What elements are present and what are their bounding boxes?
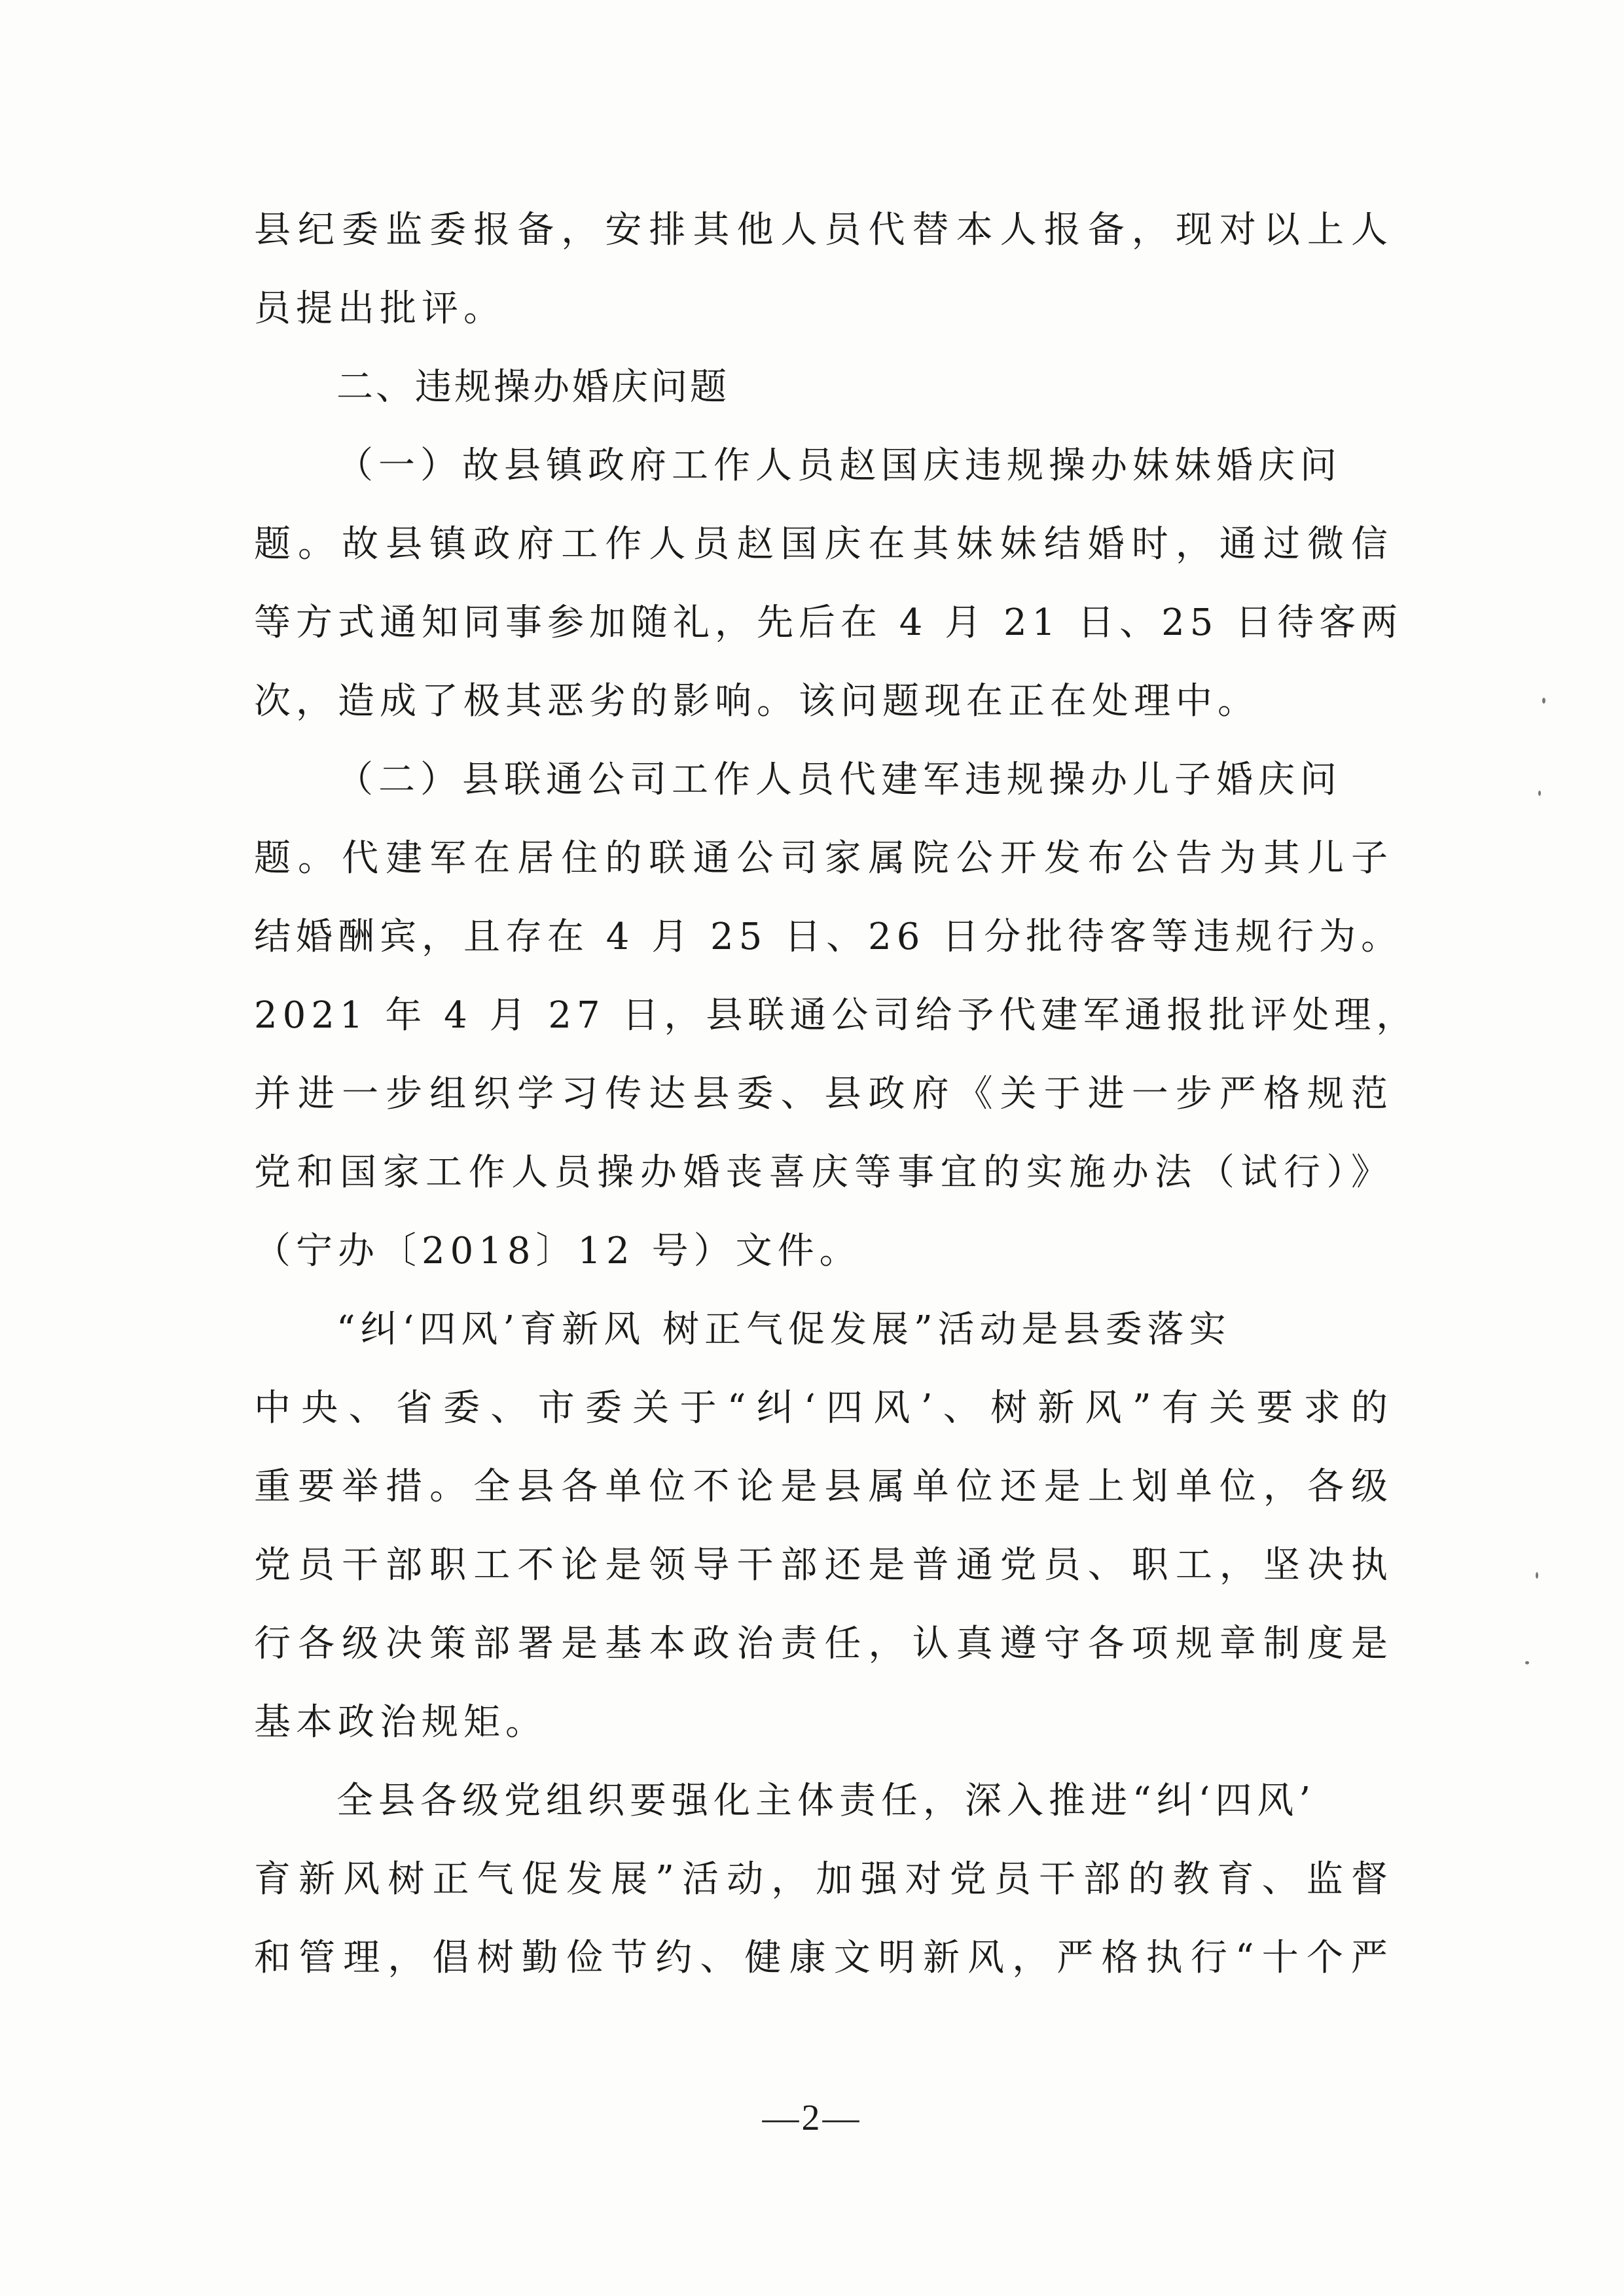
text-line: 中央、省委、市委关于“纠‘四风’、树新风”有关要求的 (254, 1387, 1393, 1429)
scan-speck (1525, 1661, 1529, 1664)
text-line: 次，造成了极其恶劣的影响。该问题现在正在处理中。 (254, 680, 1259, 723)
text-line: 党员干部职工不论是领导干部还是普通党员、职工，坚决执 (254, 1544, 1393, 1587)
text-line: “纠‘四风’育新风 树正气促发展”活动是县委落实 (336, 1308, 1231, 1351)
text-line: （宁办〔2018〕12 号）文件。 (254, 1230, 861, 1272)
text-line: 党和国家工作人员操办婚丧喜庆等事宜的实施办法（试行）》 (254, 1151, 1393, 1194)
scan-speck (1542, 698, 1545, 704)
text-line: 基本政治规矩。 (254, 1701, 547, 1744)
text-line: 行各级决策部署是基本政治责任，认真遵守各项规章制度是 (254, 1623, 1393, 1665)
scan-speck (1536, 1572, 1538, 1579)
text-line: 全县各级党组织要强化主体责任，深入推进“纠‘四风’ (336, 1780, 1316, 1822)
text-line: 并进一步组织学习传达县委、县政府《关于进一步严格规范 (254, 1073, 1393, 1115)
scan-speck (1538, 791, 1541, 796)
text-line: 等方式通知同事参加随礼，先后在 4 月 21 日、25 日待客两 (254, 601, 1403, 644)
text-line: （二）县联通公司工作人员代建军违规操办儿子婚庆问 (336, 759, 1342, 801)
text-line: （一）故县镇政府工作人员赵国庆违规操办妹妹婚庆问 (336, 444, 1342, 487)
text-line: 育新风树正气促发展”活动，加强对党员干部的教育、监督 (254, 1858, 1393, 1901)
text-line: 题。故县镇政府工作人员赵国庆在其妹妹结婚时，通过微信 (254, 523, 1393, 565)
text-line: 重要举措。全县各单位不论是县属单位还是上划单位，各级 (254, 1465, 1393, 1508)
text-line: 题。代建军在居住的联通公司家属院公开发布公告为其儿子 (254, 837, 1393, 880)
text-line: 和管理，倡树勤俭节约、健康文明新风，严格执行“十个严 (254, 1937, 1393, 1979)
page-number: —2— (762, 2098, 862, 2138)
section-heading: 二、违规操办婚庆问题 (336, 366, 729, 408)
text-line: 县纪委监委报备，安排其他人员代替本人报备，现对以上人 (254, 209, 1393, 251)
text-line: 结婚酬宾，且存在 4 月 25 日、26 日分批待客等违规行为。 (254, 916, 1403, 958)
document-body (254, 208, 1418, 2015)
text-line: 员提出批评。 (254, 287, 505, 330)
text-line: 2021 年 4 月 27 日，县联通公司给予代建军通报批评处理， (254, 994, 1418, 1037)
